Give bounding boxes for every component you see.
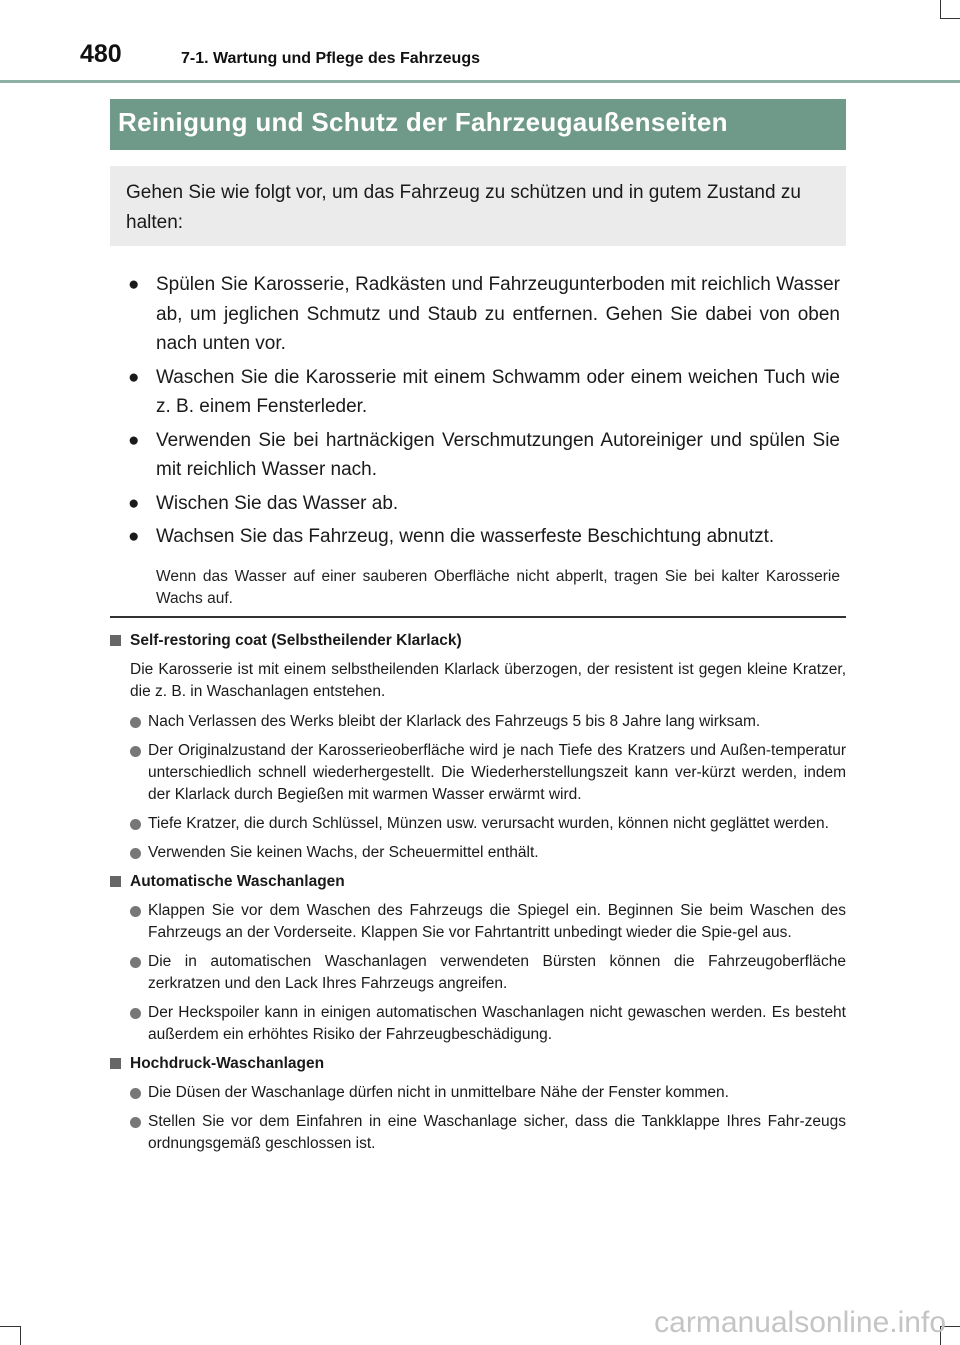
square-bullet-icon (110, 1058, 121, 1069)
dot-bullet-icon (130, 1008, 141, 1019)
crop-mark (940, 0, 941, 18)
chapter-title: 7-1. Wartung und Pflege des Fahrzeugs (181, 50, 480, 67)
dot-bullet-icon (130, 1117, 141, 1128)
note-paragraph: Die Karosserie ist mit einem selbstheilenden Klarlack überzogen, der resistent ist gegen kleine Kratzer, die z. B. in Waschanlagen entstehen. (130, 661, 846, 700)
notes-section (110, 630, 846, 1162)
dot-bullet-icon (130, 717, 141, 728)
wax-note: Wenn das Wasser auf einer sauberen Oberfläche nicht abperlt, tragen Sie bei kalter Karosserie Wachs auf. (156, 567, 840, 607)
section-title: Reinigung und Schutz der Fahrzeugaußenseiten (118, 107, 728, 137)
dot-bullet-icon (130, 957, 141, 968)
note-item: Die Düsen der Waschanlage dürfen nicht in unmittelbare Nähe der Fenster kommen. (110, 1082, 846, 1104)
square-bullet-icon (110, 876, 121, 887)
note-item: Nach Verlassen des Werks bleibt der Klarlack des Fahrzeugs 5 bis 8 Jahre lang wirksam. (110, 711, 846, 733)
dot-bullet-icon (130, 906, 141, 917)
dot-bullet-icon (130, 819, 141, 830)
note-item: Der Originalzustand der Karosserieoberfläche wird je nach Tiefe des Kratzers und Außen-temperatur unterschiedlich schnell wiederhergestellt. Die Wiederherstellungszeit kann ver-kürzt werden, indem der Klarlack durch Begießen mit warmen Wasser erwärmt wird. (110, 740, 846, 806)
main-list (128, 270, 840, 610)
list-item: ● Wachsen Sie das Fahrzeug, wenn die wasserfeste Beschichtung abnutzt. (128, 522, 840, 552)
crop-mark (0, 1326, 20, 1327)
dot-bullet-icon (130, 848, 141, 859)
dot-bullet-icon (130, 1088, 141, 1099)
bullet-icon: ● (128, 366, 140, 388)
bullet-icon: ● (128, 429, 140, 451)
square-bullet-icon (110, 635, 121, 646)
crop-mark (940, 18, 960, 19)
list-item: ● Wischen Sie das Wasser ab. (128, 489, 840, 519)
crop-mark (20, 1326, 21, 1345)
intro-text: Gehen Sie wie folgt vor, um das Fahrzeug zu schützen und in gutem Zustand zu halten: (126, 182, 801, 233)
note-item: Stellen Sie vor dem Einfahren in eine Waschanlage sicher, dass die Tankklappe Ihres Fahr-zeugs ordnungsgemäß geschlossen ist. (110, 1111, 846, 1155)
bullet-icon: ● (128, 492, 140, 514)
bullet-icon: ● (128, 526, 140, 547)
watermark: carmanualsonline.info (654, 1306, 946, 1339)
list-item: ● Spülen Sie Karosserie, Radkästen und Fahrzeugunterboden mit reichlich Wasser ab, um jeglichen Schmutz und Staub zu entfernen. Gehen Sie dabei von oben nach unten vor. (128, 270, 840, 359)
note-item: Verwenden Sie keinen Wachs, der Scheuermittel enthält. (110, 842, 846, 864)
note-item: Klappen Sie vor dem Waschen des Fahrzeugs die Spiegel ein. Beginnen Sie beim Waschen des Fahrzeugs an der Vorderseite. Klappen Sie vor Fahrtantritt unbedingt wieder die Spie-gel aus. (110, 900, 846, 944)
list-item: ● Waschen Sie die Karosserie mit einem Schwamm oder einem weichen Tuch wie z. B. einem Fensterleder. (128, 363, 840, 422)
note-item: Tiefe Kratzer, die durch Schlüssel, Münzen usw. verursacht wurden, können nicht geglättet werden. (110, 813, 846, 835)
note-item: Der Heckspoiler kann in einigen automatischen Waschanlagen nicht gewaschen werden. Es besteht außerdem ein erhöhtes Risiko der Fahrzeugbeschädigung. (110, 1002, 846, 1046)
bullet-icon: ● (128, 274, 140, 295)
note-heading: Hochdruck-Waschanlagen (110, 1053, 846, 1075)
list-item: ● Verwenden Sie bei hartnäckigen Verschmutzungen Autoreiniger und spülen Sie mit reichlich Wasser nach. (128, 426, 840, 485)
note-heading: Self-restoring coat (Selbstheilender Klarlack) (110, 630, 846, 652)
intro-box (110, 166, 846, 246)
section-title-bar (110, 99, 846, 150)
dot-bullet-icon (130, 746, 141, 757)
page-number: 480 (80, 40, 122, 68)
divider (110, 616, 846, 618)
note-heading: Automatische Waschanlagen (110, 871, 846, 893)
note-item: Die in automatischen Waschanlagen verwendeten Bürsten können die Fahrzeugoberfläche zerkratzen und den Lack Ihres Fahrzeugs angreifen. (110, 951, 846, 995)
header-rule (0, 80, 960, 83)
